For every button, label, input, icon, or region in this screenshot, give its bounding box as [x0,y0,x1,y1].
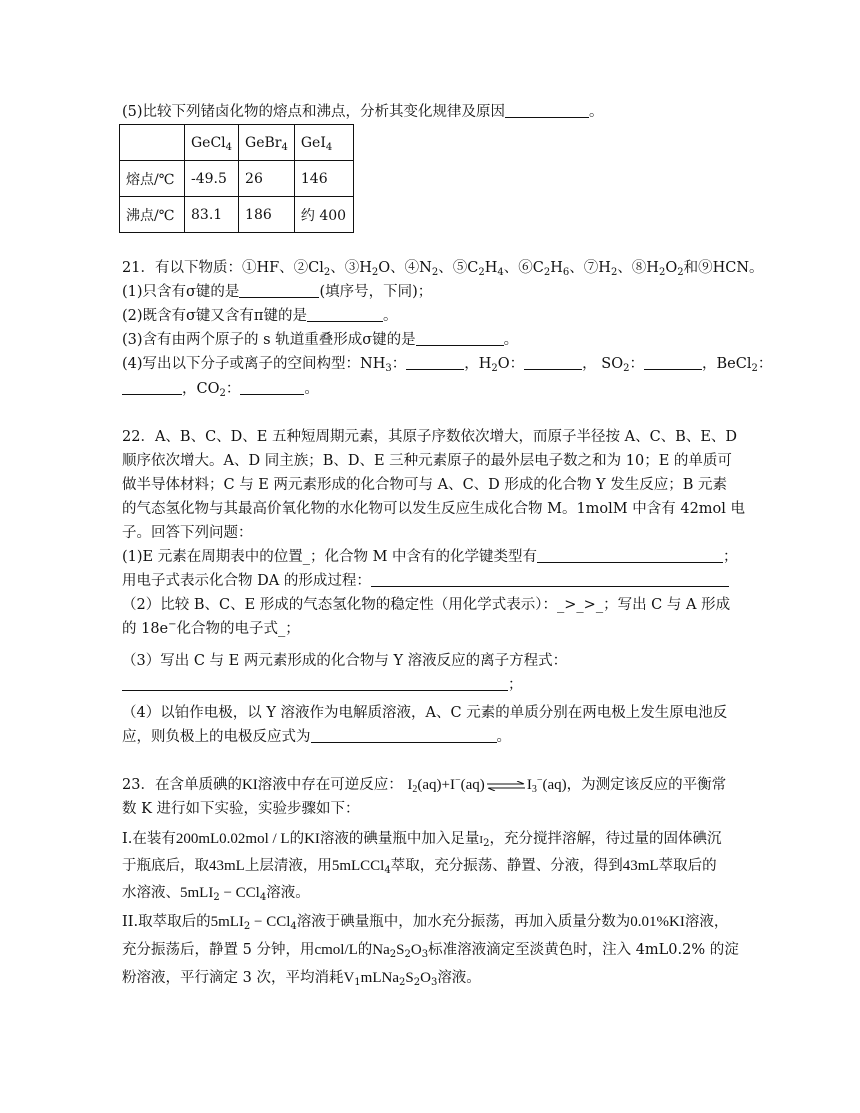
table-cell: 146 [294,161,353,197]
answer-blank[interactable] [311,728,497,743]
q22-part1: (1)E 元素在周期表中的位置_；化合物 M 中含有的化学键类型有 ； [122,549,738,565]
q21-part1: (1)只含有σ键的是 (填序号，下同)； [122,284,433,300]
q22-part2: （2）比较 B、C、E 形成的气态氢化物的稳定性（用化学式表示）：_>_>_；写出 C 与 A 形成 [122,597,731,613]
q22-line: 22．A、B、C、D、E 五种短周期元素，其原子序数依次增大，而原子半径按 A、C、B、E、D [122,429,738,445]
table-row [120,161,354,197]
germanium-halide-table [119,124,354,233]
table-header-cell: GeBr$_4$ [239,125,295,161]
table-cell: 约 400 [294,197,353,233]
q22-part1-cont: 用电子式表示化合物 DA 的形成过程： [122,571,729,591]
table-header-cell: GeI$_4$ [294,125,353,161]
table-cell: 26 [239,161,295,197]
answer-blank[interactable] [537,548,723,563]
q22-part3-answer: ； [122,675,523,695]
answer-blank[interactable] [505,103,589,118]
q23-stem: 23．在含单质碘的KI溶液中存在可逆反应： $I_2(aq)+I^-(aq)$ $I_3^-(aq)$，为测定该反应的平衡常 [122,775,727,795]
reversible-arrow-icon [486,781,526,791]
table-row [120,197,354,233]
row-label: 沸点/℃ [120,197,185,233]
answer-blank[interactable] [524,355,582,370]
answer-blank[interactable] [239,283,319,298]
q23-step1-cont: 于瓶底后，取43mL上层清液，用5mLCCl$_4$萃取，充分振荡、静置、分液，得到43mL萃取后的 [122,858,717,876]
q22-line: 做半导体材料；C 与 E 两元素形成的化合物可与 A、C、D 形成的化合物 Y 发生反应；B 元素 [122,477,727,493]
table-cell: 186 [239,197,295,233]
answer-blank[interactable] [371,572,729,587]
answer-blank[interactable] [240,380,304,395]
q20-part5: (5)比较下列锗卤化物的熔点和沸点，分析其变化规律及原因 。 [122,104,604,120]
answer-blank[interactable] [122,380,182,395]
q22-part4: （4）以铂作电极，以 Y 溶液作为电解质溶液，A、C 元素的单质分别在两电极上发生原电池反 [122,705,728,721]
q23-step1: I.在装有200mL0.02mol / L的KI溶液的碘量瓶中加入足量$I_2$，充分搅拌溶解，待过量的固体碘沉 [122,831,722,849]
table-header-cell [120,125,185,161]
q22-line: 子。回答下列问题： [122,525,253,541]
q23-step2-cont: 充分振荡后，静置 5 分钟，用cmol/L的$Na_2S_2O_3$标准溶液滴定至淡黄色时，注入 4mL0.2% 的淀 [122,942,739,960]
answer-blank[interactable] [307,307,383,322]
answer-blank[interactable] [122,676,508,691]
answer-blank[interactable] [406,355,464,370]
q21-part2: (2)既含有σ键又含有π键的是 。 [122,308,398,324]
q21-part3: (3)含有由两个原子的 s 轨道重叠形成σ键的是 。 [122,332,519,348]
equilibrium-equation: $I_2(aq)+I^-(aq)$ $I_3^-(aq)$ [407,775,567,795]
table-header-row [120,125,354,161]
q23-line: 数 K 进行如下实验，实验步骤如下： [122,801,360,817]
q23-step1-cont: 水溶液、5mLI$_2$ − CCl$_4$溶液。 [122,885,310,903]
q22-line: 顺序依次增大。A、D 同主族；B、D、E 三种元素原子的最外层电子数之和为 10；E 的单质可 [122,453,732,469]
q22-part4-cont: 应，则负极上的电极反应式为 。 [122,729,511,745]
table-cell: 83.1 [185,197,239,233]
q21-part4-cont: ，$CO_2$： 。 [122,379,319,399]
q23-step2-cont: 粉溶液，平行滴定 3 次，平均消耗$V_1mLNa_2S_2O_3$溶液。 [122,970,481,988]
answer-blank[interactable] [416,331,504,346]
q22-part2-cont: 的 18e−化合物的电子式_； [122,619,300,637]
q22-line: 的气态氢化物与其最高价氧化物的水化物可以发生反应生成化合物 M。1molM 中含有 42mol 电 [122,501,746,517]
q22-part3: （3）写出 C 与 E 两元素形成的化合物与 Y 溶液反应的离子方程式： [122,653,568,669]
answer-blank[interactable] [644,355,702,370]
row-label: 熔点/℃ [120,161,185,197]
q23-step2: II.取萃取后的5mLI$_2$ − CCl$_4$溶液于碘量瓶中，加水充分振荡，再加入质量分数为0.01%KI溶液， [122,914,729,932]
q21-part4: (4)写出以下分子或离子的空间构型：$NH_3$： ，$H_2O$： ， $SO_2$： ，BeCl$_2$： [122,356,773,374]
table-cell: -49.5 [185,161,239,197]
q21-stem: 21．有以下物质：①HF、$②Cl_2$、$③H_2O$、$④N_2$、$⑤C_2H_4$、$⑥C_2H_6$、$⑦H_2$、$⑧H_2O_2$和⑨HCN。 [122,260,764,278]
table-header-cell: GeCl$_4$ [185,125,239,161]
